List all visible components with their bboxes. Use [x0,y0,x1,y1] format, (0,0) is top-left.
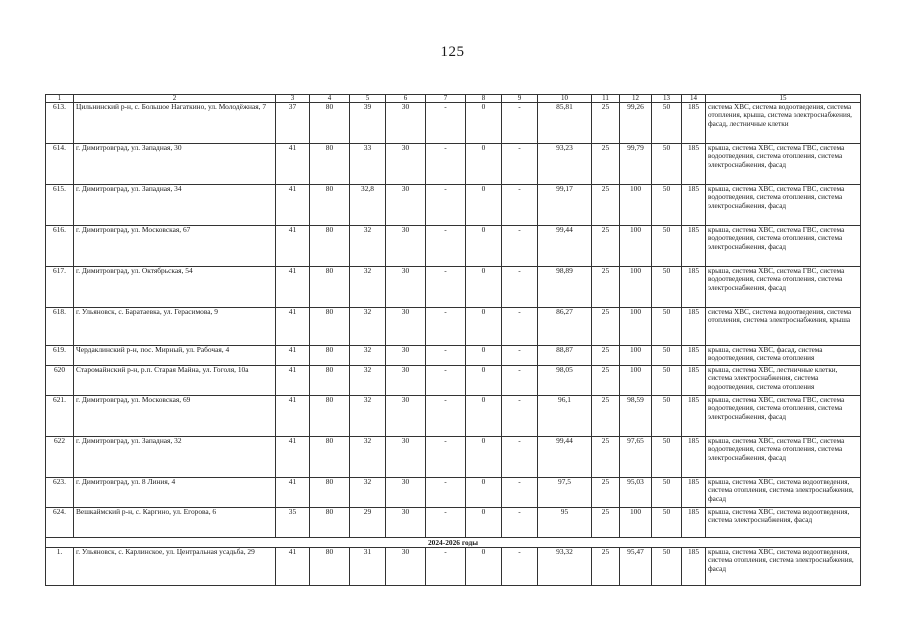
col-13: 50 [652,508,682,538]
col-12: 100 [620,308,652,346]
column-header: 9 [502,95,538,103]
works-list: система ХВС, система водоотведения, система отопления, крыша, система электроснабжения, фасад, лестничные клетки [706,103,861,144]
col-12: 100 [620,508,652,538]
col-11: 25 [592,346,620,366]
col-9: - [502,548,538,586]
col-13: 50 [652,548,682,586]
works-list: крыша, система ХВС, система ГВС, система водоотведения, система отопления, система электроснабжения, фасад [706,185,861,226]
col-9: - [502,226,538,267]
col-11: 25 [592,478,620,508]
works-list: крыша, система ХВС, система водоотведения, система электроснабжения, фасад [706,508,861,538]
col-4: 80 [310,308,350,346]
col-7: - [426,103,466,144]
column-header: 12 [620,95,652,103]
col-6: 30 [386,508,426,538]
col-7: - [426,346,466,366]
col-8: 0 [466,103,502,144]
col-3: 41 [276,548,310,586]
address: г. Димитровград, ул. Западная, 32 [74,437,276,478]
col-3: 41 [276,437,310,478]
address: Цильнинский р-н, с. Большое Нагаткино, ул. Молодёжная, 7 [74,103,276,144]
col-11: 25 [592,308,620,346]
col-12: 99,26 [620,103,652,144]
works-list: крыша, система ХВС, система ГВС, система водоотведения, система отопления, система электроснабжения, фасад [706,226,861,267]
column-header: 11 [592,95,620,103]
col-11: 25 [592,396,620,437]
col-11: 25 [592,144,620,185]
col-6: 30 [386,478,426,508]
address: г. Димитровград, ул. Московская, 67 [74,226,276,267]
col-8: 0 [466,144,502,185]
col-5: 32 [350,267,386,308]
col-8: 0 [466,437,502,478]
col-11: 25 [592,103,620,144]
col-13: 50 [652,144,682,185]
table-row [46,267,861,308]
col-3: 41 [276,308,310,346]
col-5: 32 [350,308,386,346]
col-13: 50 [652,396,682,437]
row-number: 613. [46,103,74,144]
col-4: 80 [310,185,350,226]
col-9: - [502,144,538,185]
col-6: 30 [386,226,426,267]
col-4: 80 [310,346,350,366]
col-7: - [426,366,466,396]
col-10: 97,5 [538,478,592,508]
works-list: крыша, система ХВС, система ГВС, система водоотведения, система отопления, система электроснабжения, фасад [706,267,861,308]
col-6: 30 [386,346,426,366]
col-9: - [502,103,538,144]
table-row [46,226,861,267]
col-6: 30 [386,144,426,185]
col-12: 99,79 [620,144,652,185]
column-header: 4 [310,95,350,103]
column-header: 7 [426,95,466,103]
col-14: 185 [682,103,706,144]
col-9: - [502,346,538,366]
col-6: 30 [386,437,426,478]
col-14: 185 [682,144,706,185]
table-row [46,396,861,437]
col-14: 185 [682,308,706,346]
col-10: 99,17 [538,185,592,226]
col-10: 99,44 [538,437,592,478]
col-10: 86,27 [538,308,592,346]
col-6: 30 [386,396,426,437]
col-8: 0 [466,185,502,226]
address: г. Димитровград, ул. Западная, 34 [74,185,276,226]
col-4: 80 [310,226,350,267]
col-8: 0 [466,548,502,586]
col-12: 100 [620,366,652,396]
col-5: 32 [350,396,386,437]
col-9: - [502,267,538,308]
col-4: 80 [310,478,350,508]
row-number: 622 [46,437,74,478]
col-5: 32 [350,478,386,508]
col-4: 80 [310,396,350,437]
col-5: 32 [350,437,386,478]
row-number: 1. [46,548,74,586]
table-row [46,548,861,586]
col-8: 0 [466,508,502,538]
col-9: - [502,437,538,478]
col-12: 95,47 [620,548,652,586]
col-7: - [426,185,466,226]
col-14: 185 [682,366,706,396]
col-12: 97,65 [620,437,652,478]
col-9: - [502,308,538,346]
works-list: крыша, система ХВС, фасад, система водоотведения, система отопления [706,346,861,366]
row-number: 624. [46,508,74,538]
col-10: 85,81 [538,103,592,144]
col-10: 88,87 [538,346,592,366]
col-7: - [426,144,466,185]
col-10: 93,32 [538,548,592,586]
address: Старомайнский р-н, р.п. Старая Майна, ул. Гоголя, 10а [74,366,276,396]
col-13: 50 [652,267,682,308]
table-row [46,185,861,226]
col-9: - [502,185,538,226]
row-number: 619. [46,346,74,366]
col-4: 80 [310,267,350,308]
col-3: 41 [276,226,310,267]
col-7: - [426,396,466,437]
col-7: - [426,508,466,538]
col-13: 50 [652,346,682,366]
row-number: 614. [46,144,74,185]
col-12: 95,03 [620,478,652,508]
col-9: - [502,508,538,538]
col-11: 25 [592,185,620,226]
col-13: 50 [652,308,682,346]
col-14: 185 [682,226,706,267]
col-12: 100 [620,226,652,267]
col-8: 0 [466,308,502,346]
col-4: 80 [310,548,350,586]
col-11: 25 [592,508,620,538]
col-7: - [426,548,466,586]
col-13: 50 [652,185,682,226]
col-13: 50 [652,437,682,478]
table-row [46,508,861,538]
row-number: 617. [46,267,74,308]
works-list: крыша, система ХВС, система водоотведения, система отопления, система электроснабжения, фасад [706,478,861,508]
row-number: 618. [46,308,74,346]
col-8: 0 [466,226,502,267]
works-list: крыша, система ХВС, система ГВС, система водоотведения, система отопления, система электроснабжения, фасад [706,396,861,437]
table-row [46,103,861,144]
col-13: 50 [652,366,682,396]
section-row [46,538,861,548]
col-11: 25 [592,548,620,586]
table-row [46,308,861,346]
col-6: 30 [386,267,426,308]
col-10: 98,89 [538,267,592,308]
col-13: 50 [652,226,682,267]
column-header: 2 [74,95,276,103]
col-4: 80 [310,144,350,185]
col-7: - [426,478,466,508]
col-12: 100 [620,346,652,366]
col-4: 80 [310,366,350,396]
works-list: крыша, система ХВС, лестничные клетки, система электроснабжения, система водоотведения, система отопления [706,366,861,396]
column-header: 5 [350,95,386,103]
col-3: 41 [276,185,310,226]
col-14: 185 [682,396,706,437]
col-14: 185 [682,346,706,366]
address: г. Димитровград, ул. Западная, 30 [74,144,276,185]
col-14: 185 [682,185,706,226]
col-14: 185 [682,267,706,308]
column-header: 1 [46,95,74,103]
col-13: 50 [652,103,682,144]
col-10: 93,23 [538,144,592,185]
col-5: 32,8 [350,185,386,226]
col-4: 80 [310,508,350,538]
row-number: 616. [46,226,74,267]
row-number: 615. [46,185,74,226]
col-5: 32 [350,346,386,366]
col-3: 41 [276,346,310,366]
col-3: 41 [276,144,310,185]
col-14: 185 [682,508,706,538]
works-list: крыша, система ХВС, система водоотведения, система отопления, система электроснабжения, фасад [706,548,861,586]
table-row [46,366,861,396]
row-number: 620 [46,366,74,396]
works-list: система ХВС, система водоотведения, система отопления, система электроснабжения, крыша [706,308,861,346]
col-4: 80 [310,103,350,144]
col-6: 30 [386,103,426,144]
col-14: 185 [682,478,706,508]
col-14: 185 [682,437,706,478]
col-5: 29 [350,508,386,538]
repair-schedule-table [45,94,861,586]
col-8: 0 [466,396,502,437]
col-11: 25 [592,437,620,478]
column-header: 10 [538,95,592,103]
col-7: - [426,308,466,346]
address: Чердаклинский р-н, пос. Мирный, ул. Рабочая, 4 [74,346,276,366]
col-7: - [426,437,466,478]
column-header: 8 [466,95,502,103]
col-6: 30 [386,308,426,346]
column-header: 14 [682,95,706,103]
table-row [46,478,861,508]
col-7: - [426,267,466,308]
col-5: 32 [350,226,386,267]
col-3: 35 [276,508,310,538]
col-3: 41 [276,366,310,396]
col-8: 0 [466,267,502,308]
section-title: 2024-2026 годы [46,538,861,548]
col-3: 37 [276,103,310,144]
col-5: 33 [350,144,386,185]
address: г. Димитровград, ул. 8 Линия, 4 [74,478,276,508]
col-3: 41 [276,478,310,508]
col-7: - [426,226,466,267]
col-12: 100 [620,267,652,308]
column-number-row [46,95,861,103]
address: г. Ульяновск, с. Баратаевка, ул. Герасимова, 9 [74,308,276,346]
col-4: 80 [310,437,350,478]
col-12: 100 [620,185,652,226]
col-6: 30 [386,548,426,586]
column-header: 13 [652,95,682,103]
row-number: 623. [46,478,74,508]
col-8: 0 [466,346,502,366]
col-9: - [502,478,538,508]
col-3: 41 [276,396,310,437]
column-header: 3 [276,95,310,103]
col-6: 30 [386,366,426,396]
col-13: 50 [652,478,682,508]
col-10: 98,05 [538,366,592,396]
address: г. Ульяновск, с. Карлинское, ул. Центральная усадьба, 29 [74,548,276,586]
col-8: 0 [466,366,502,396]
page-number: 125 [440,44,465,60]
address: г. Димитровград, ул. Октябрьская, 54 [74,267,276,308]
col-5: 32 [350,366,386,396]
col-3: 41 [276,267,310,308]
col-12: 98,59 [620,396,652,437]
column-header: 6 [386,95,426,103]
table-row [46,144,861,185]
row-number: 621. [46,396,74,437]
col-10: 96,1 [538,396,592,437]
col-10: 99,44 [538,226,592,267]
works-list: крыша, система ХВС, система ГВС, система водоотведения, система отопления, система электроснабжения, фасад [706,144,861,185]
col-5: 39 [350,103,386,144]
col-11: 25 [592,267,620,308]
col-11: 25 [592,366,620,396]
col-5: 31 [350,548,386,586]
works-list: крыша, система ХВС, система ГВС, система водоотведения, система отопления, система электроснабжения, фасад [706,437,861,478]
col-8: 0 [466,478,502,508]
table-row [46,346,861,366]
col-10: 95 [538,508,592,538]
col-9: - [502,366,538,396]
col-9: - [502,396,538,437]
address: г. Димитровград, ул. Московская, 69 [74,396,276,437]
col-11: 25 [592,226,620,267]
col-6: 30 [386,185,426,226]
col-14: 185 [682,548,706,586]
table-row [46,437,861,478]
address: Вешкаймский р-н, с. Каргино, ул. Егорова, 6 [74,508,276,538]
column-header: 15 [706,95,861,103]
